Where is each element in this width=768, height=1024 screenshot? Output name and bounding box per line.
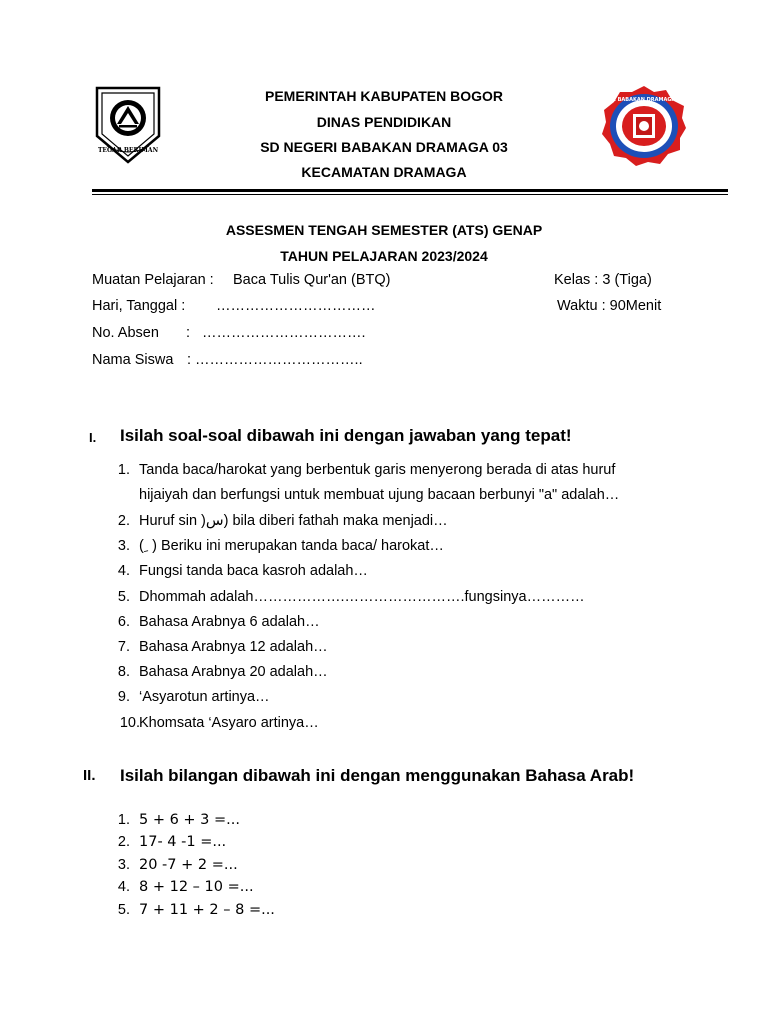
question-text: ‘Asyarotun artinya… — [139, 689, 270, 705]
svg-text:SDN BABAKAN DRAMAGA 03: SDN BABAKAN DRAMAGA 03 — [603, 97, 685, 103]
header-department: DINAS PENDIDIKAN — [316, 114, 452, 130]
question-number: 2. — [117, 513, 130, 529]
question-text: Bahasa Arabnya 20 adalah… — [139, 664, 328, 680]
absen-colon: : — [186, 325, 191, 341]
question-text: ( ِ ) Beriku ini merupakan tanda baca/ harokat… — [139, 538, 444, 554]
question-text: Fungsi tanda baca kasroh adalah… — [139, 563, 368, 579]
question-number: 9. — [117, 689, 130, 705]
section1-number: I. — [89, 430, 97, 445]
arithmetic-question: 8 + 12 – 10 =... — [139, 879, 254, 895]
class-label: Kelas : 3 (Tiga) — [554, 272, 652, 288]
question-text: hijaiyah dan berfungsi untuk membuat ujung bacaan berbunyi "a" adalah… — [139, 487, 620, 503]
section1-heading: Isilah soal-soal dibawah ini dengan jawaban yang tepat! — [120, 426, 572, 445]
subject-value: Baca Tulis Qur'an (BTQ) — [233, 272, 391, 288]
header-divider-thin — [92, 194, 728, 195]
question-number: 5. — [117, 589, 130, 605]
arithmetic-question: 5 + 6 + 3 =... — [139, 812, 240, 828]
question-text: Bahasa Arabnya 12 adalah… — [139, 639, 328, 655]
question-text: Tanda baca/harokat yang berbentuk garis menyerong berada di atas huruf — [139, 462, 616, 478]
arithmetic-question: 7 + 11 + 2 – 8 =... — [139, 902, 275, 918]
question-number: 2. — [117, 834, 130, 850]
header-district: KECAMATAN DRAMAGA — [301, 164, 467, 180]
student-name-field: : …………………………….. — [187, 352, 363, 368]
section2-heading: Isilah bilangan dibawah ini dengan menggunakan Bahasa Arab! — [120, 766, 635, 785]
question-number: 1. — [117, 462, 130, 478]
question-number: 4. — [117, 879, 130, 895]
header-school-name: SD NEGERI BABAKAN DRAMAGA 03 — [260, 139, 508, 155]
question-number: 1. — [117, 812, 130, 828]
date-field: …………………………… — [216, 298, 376, 314]
svg-text:TEGAR BERIMAN: TEGAR BERIMAN — [97, 147, 159, 154]
exam-title: ASSESMEN TENGAH SEMESTER (ATS) GENAP — [225, 222, 543, 238]
absen-label: No. Absen — [92, 325, 159, 341]
question-number: 6. — [117, 614, 130, 630]
absen-field: ……………………………. — [202, 325, 366, 341]
time-label: Waktu : 90Menit — [557, 298, 662, 314]
question-number: 3. — [117, 538, 130, 554]
question-number: 10. — [119, 715, 140, 731]
question-text: Khomsata ‘Asyaro artinya… — [139, 715, 319, 731]
question-number: 5. — [117, 902, 130, 918]
question-text: Huruf sin )س) bila diberi fathah maka menjadi… — [139, 513, 448, 529]
question-number: 7. — [117, 639, 130, 655]
arithmetic-question: 20 -7 + 2 =... — [139, 857, 238, 873]
student-name-label: Nama Siswa — [92, 352, 174, 368]
academic-year: TAHUN PELAJARAN 2023/2024 — [280, 248, 488, 264]
question-number: 3. — [117, 857, 130, 873]
section2-number: II. — [83, 767, 96, 784]
question-text: Dhommah adalah……………….…………………….fungsinya………… — [139, 589, 585, 605]
question-number: 8. — [117, 664, 130, 680]
date-label: Hari, Tanggal : — [92, 298, 186, 314]
header-divider-thick — [92, 189, 728, 192]
header-government: PEMERINTAH KABUPATEN BOGOR — [265, 88, 503, 104]
arithmetic-question: 17- 4 -1 =... — [139, 834, 227, 850]
subject-label: Muatan Pelajaran : — [92, 272, 214, 288]
question-number: 4. — [117, 563, 130, 579]
question-text: Bahasa Arabnya 6 adalah… — [139, 614, 320, 630]
